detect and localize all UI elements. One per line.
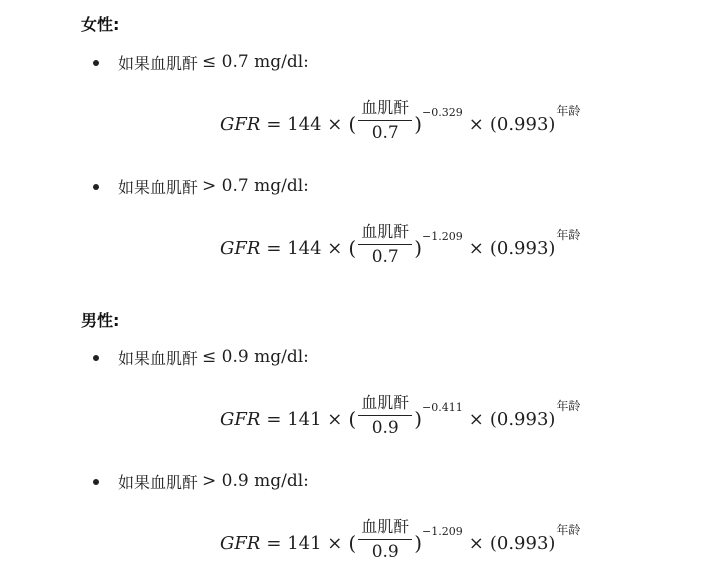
fraction-denominator: 0.7 xyxy=(371,123,399,143)
creatinine-fraction xyxy=(358,222,412,268)
close-paren: ) xyxy=(414,531,423,555)
condition-item xyxy=(93,469,309,493)
fraction-numerator: 血肌酐 xyxy=(358,222,412,245)
formula-lhs: GFR xyxy=(220,237,261,259)
formula-constant: = 141 × xyxy=(266,532,343,554)
gfr-formula xyxy=(220,393,580,445)
gfr-formula xyxy=(220,222,580,274)
condition-label: 如果血肌酐 xyxy=(118,348,199,368)
close-paren: ) xyxy=(414,112,423,136)
creatinine-exponent: −1.209 xyxy=(422,229,463,243)
close-paren: ) xyxy=(414,407,423,431)
age-base: (0.993) xyxy=(489,532,556,554)
times-sign: × xyxy=(468,113,484,135)
formula-lhs: GFR xyxy=(220,113,261,135)
fraction-denominator: 0.7 xyxy=(371,247,399,267)
open-paren: ( xyxy=(348,531,357,555)
times-sign: × xyxy=(468,408,484,430)
age-exponent: 年龄 xyxy=(556,522,581,537)
condition-item xyxy=(93,174,309,198)
bullet-dot xyxy=(93,60,99,66)
times-sign: × xyxy=(468,237,484,259)
formula-constant: = 144 × xyxy=(266,113,343,135)
condition-label: 如果血肌酐 xyxy=(118,177,199,197)
formula-lhs: GFR xyxy=(220,408,261,430)
bullet-dot xyxy=(93,184,99,190)
age-exponent: 年龄 xyxy=(556,398,581,413)
age-exponent: 年龄 xyxy=(556,103,581,118)
condition-item xyxy=(93,345,309,369)
creatinine-fraction xyxy=(358,393,412,439)
open-paren: ( xyxy=(348,236,357,260)
condition-threshold: ≤ 0.7 mg/dl: xyxy=(202,52,309,72)
condition-label: 如果血肌酐 xyxy=(118,472,199,492)
open-paren: ( xyxy=(348,407,357,431)
fraction-denominator: 0.9 xyxy=(371,542,399,562)
section-heading-female: 女性: xyxy=(81,15,120,34)
age-base: (0.993) xyxy=(489,113,556,135)
creatinine-exponent: −0.411 xyxy=(422,400,463,414)
formula-constant: = 141 × xyxy=(266,408,343,430)
condition-threshold: ≤ 0.9 mg/dl: xyxy=(202,347,309,367)
bullet-dot xyxy=(93,479,99,485)
condition-item xyxy=(93,50,309,74)
gfr-formula xyxy=(220,98,580,150)
age-base: (0.993) xyxy=(489,237,556,259)
condition-threshold: > 0.7 mg/dl: xyxy=(202,176,309,196)
fraction-numerator: 血肌酐 xyxy=(358,393,412,416)
age-base: (0.993) xyxy=(489,408,556,430)
close-paren: ) xyxy=(414,236,423,260)
creatinine-exponent: −0.329 xyxy=(422,105,463,119)
condition-threshold: > 0.9 mg/dl: xyxy=(202,471,309,491)
open-paren: ( xyxy=(348,112,357,136)
gfr-formula xyxy=(220,517,580,569)
condition-label: 如果血肌酐 xyxy=(118,53,199,73)
fraction-denominator: 0.9 xyxy=(371,418,399,438)
formula-constant: = 144 × xyxy=(266,237,343,259)
times-sign: × xyxy=(468,532,484,554)
formula-lhs: GFR xyxy=(220,532,261,554)
age-exponent: 年龄 xyxy=(556,227,581,242)
creatinine-fraction xyxy=(358,517,412,563)
creatinine-exponent: −1.209 xyxy=(422,524,463,538)
creatinine-fraction xyxy=(358,98,412,144)
bullet-dot xyxy=(93,355,99,361)
fraction-numerator: 血肌酐 xyxy=(358,517,412,540)
section-heading-male: 男性: xyxy=(81,311,120,330)
fraction-numerator: 血肌酐 xyxy=(358,98,412,121)
